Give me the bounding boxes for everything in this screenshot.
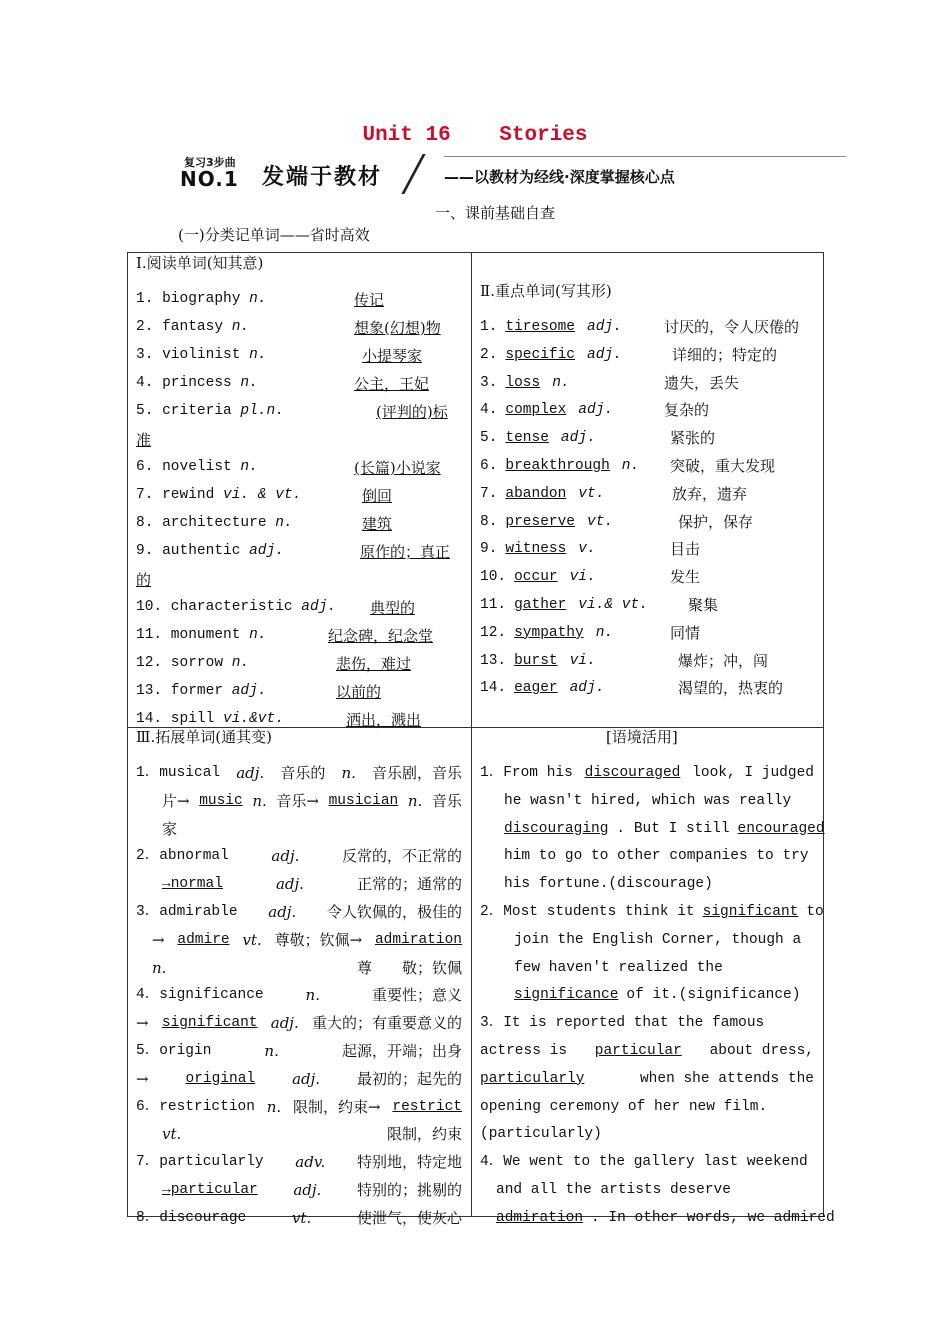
reading-answer: 建筑	[362, 515, 393, 533]
key-meaning: 保护，保存	[678, 512, 754, 531]
key-num: 7.	[480, 485, 498, 502]
key-meaning: 复杂的	[664, 401, 710, 420]
ext-5b-part: adj.	[292, 1069, 321, 1088]
ext-7b-part: adj.	[293, 1181, 322, 1199]
ctx-1c-part: encouraged	[737, 820, 825, 837]
key-meaning: 渴望的，热衷的	[678, 679, 784, 698]
ext-5-part: 5．origin	[136, 1043, 212, 1059]
ctx-2c	[514, 958, 814, 978]
key-pos: vt.	[587, 513, 614, 530]
reading-pos: n.	[231, 319, 250, 335]
ctx-1d	[504, 846, 814, 866]
reading-pos: n.	[231, 655, 250, 671]
ctx-2-part: 2．Most students think it	[480, 904, 695, 920]
ext-2b2-part: →normal	[162, 876, 223, 893]
ctx-3b-part: about dress,	[709, 1043, 814, 1059]
ext-1b-part: 音乐	[431, 791, 462, 810]
key-meaning: 爆炸；冲，闯	[678, 651, 769, 670]
reading-word: 4. princess	[136, 375, 232, 391]
key-meaning: 发生	[670, 568, 701, 587]
ext-3	[136, 902, 462, 922]
ext-4-part: n．	[305, 986, 331, 1005]
vocab-table	[127, 252, 835, 1227]
key-pos: adj.	[560, 430, 596, 447]
reading-pos: n.	[249, 347, 267, 363]
section-heading: 一、课前基础自查	[434, 204, 555, 222]
ext-1b-part: musician	[328, 792, 399, 809]
subsection-heading: (一)分类记单词——省时高效	[178, 226, 370, 244]
key-meaning: 放弃，遗弃	[672, 484, 748, 503]
key-num: 8.	[480, 513, 498, 530]
ext-3c-part: n.	[152, 958, 167, 977]
banner-main: 发端于教材	[262, 165, 383, 190]
key-pos: vi.	[569, 569, 596, 586]
reading-answer: 纪念碑，纪念堂	[328, 627, 434, 645]
ext-3c-part: 尊 敬；钦佩	[356, 958, 462, 977]
key-header: Ⅱ.重点单词(写其形)	[480, 282, 612, 300]
key-pos: v.	[578, 541, 596, 558]
key-word: occur	[514, 569, 558, 586]
key-word: complex	[505, 402, 567, 419]
ext-1b-part: 音乐→	[276, 791, 319, 810]
reading-answer: 典型的	[370, 599, 416, 617]
ctx-1c-part: discouraging	[504, 820, 609, 837]
key-num: 2.	[480, 346, 498, 363]
key-word: tense	[505, 430, 549, 447]
ext-8-part: vt.	[291, 1208, 312, 1227]
ext-8-part: 使泄气，使灰心	[356, 1208, 462, 1227]
key-pos: n.	[595, 624, 614, 641]
key-word: preserve	[505, 513, 576, 530]
ext-1b-part: music	[199, 792, 243, 809]
key-word: tiresome	[505, 319, 576, 335]
unit-topic: Stories	[499, 124, 588, 147]
ext-4	[136, 985, 462, 1005]
ctx-3c	[480, 1069, 814, 1089]
ctx-2d-part: significance	[514, 987, 619, 1004]
ext-3c	[152, 958, 462, 978]
ext-7	[136, 1152, 462, 1172]
reading-pos: n.	[275, 515, 293, 531]
key-meaning: 讨厌的，令人厌倦的	[664, 318, 800, 336]
ctx-1b	[504, 791, 814, 811]
ctx-3e-part: (particularly)	[480, 1126, 602, 1143]
reading-word: 7. rewind	[136, 487, 215, 503]
key-pos: adj.	[587, 319, 622, 335]
key-word: specific	[505, 346, 576, 363]
key-word: burst	[514, 652, 558, 669]
reading-answer: 洒出，溅出	[346, 711, 422, 729]
reading-pos: n.	[240, 375, 258, 391]
extend-header: Ⅲ.拓展单词(通其变)	[136, 728, 272, 746]
reading-word: 3. violinist	[136, 347, 241, 363]
key-num: 12.	[480, 624, 507, 641]
ctx-2d	[514, 985, 814, 1005]
key-pos: adj.	[578, 402, 614, 419]
ext-1-part: 音乐的	[280, 764, 326, 782]
ctx-3-part: 3．It is reported that the famous	[480, 1015, 765, 1032]
ext-3-part: adj.	[268, 903, 297, 921]
key-word: abandon	[505, 485, 567, 502]
ext-6-part: restrict	[392, 1098, 462, 1115]
reading-word: 10. characteristic	[136, 599, 293, 615]
key-pos: vi.	[569, 652, 596, 669]
ext-5b	[136, 1069, 462, 1089]
banner-no1: NO.1	[180, 167, 239, 191]
reading-word: 1. biography	[136, 291, 241, 307]
ext-1c	[162, 819, 462, 839]
key-num: 14.	[480, 680, 507, 697]
reading-answer: 以前的	[336, 683, 382, 701]
ext-3b-part: →	[152, 930, 165, 949]
reading-pos: n.	[249, 627, 267, 643]
ext-4b-part: significant	[161, 1015, 258, 1032]
key-meaning: 遗失，丢失	[664, 373, 740, 392]
ext-6	[136, 1097, 462, 1117]
reading-answer: 倒回	[362, 487, 393, 505]
ctx-1e-part: his fortune.(discourage)	[504, 876, 713, 893]
ctx-4b-part: and all the artists deserve	[496, 1182, 731, 1198]
ctx-1	[480, 763, 814, 783]
ext-3-part: 3．admirable	[136, 904, 238, 920]
ext-1-part: adj.	[236, 764, 265, 782]
ctx-3b-part: actress is	[480, 1043, 568, 1059]
ext-6-part: 6．restriction	[136, 1098, 255, 1115]
reading-answer: 悲伤，难过	[336, 655, 412, 673]
ext-1-part: 音乐剧，音乐	[371, 764, 462, 782]
ext-3-part: 令人钦佩的，极佳的	[326, 903, 462, 921]
ext-1b-part: 片→	[162, 791, 190, 810]
key-pos: adj.	[587, 346, 622, 363]
ctx-2d-part: of it.(significance)	[626, 987, 801, 1004]
ctx-4c-part: . In other words, we admired	[591, 1209, 835, 1226]
reading-header: Ⅰ.阅读单词(知其意)	[136, 254, 264, 272]
ctx-1e	[504, 874, 814, 894]
key-num: 4.	[480, 402, 498, 419]
reading-pos: vi. & vt.	[223, 487, 302, 503]
key-meaning: 目击	[670, 540, 701, 559]
ctx-2c-part: few haven't realized the	[514, 959, 723, 976]
key-word: eager	[514, 680, 558, 697]
reading-answer-wrap: 的	[136, 571, 152, 589]
ext-5-part: 起源，开端；出身	[341, 1042, 462, 1060]
ctx-2	[480, 902, 824, 922]
ctx-4	[480, 1152, 814, 1172]
ctx-2-part: to	[806, 904, 824, 920]
ext-7b	[162, 1180, 462, 1200]
reading-answer: 原作的；真正	[360, 543, 451, 561]
key-pos: vt.	[578, 485, 605, 502]
ext-2	[136, 846, 462, 866]
ctx-1-part: look, I judged	[692, 765, 814, 781]
reading-pos: pl.n.	[240, 403, 284, 419]
ctx-2-part: significant	[702, 904, 799, 920]
ext-3b-part: admire	[177, 931, 230, 948]
ext-1-part: n.	[341, 764, 356, 782]
page-title	[0, 124, 950, 147]
ext-4b-part: adj.	[270, 1014, 299, 1033]
ext-2-part: adj.	[271, 847, 300, 866]
reading-word: 2. fantasy	[136, 319, 224, 335]
ext-2-part: 反常的，不正常的	[341, 847, 462, 866]
ext-1b-part: n.	[407, 791, 423, 810]
ctx-3b-part: particular	[594, 1043, 682, 1059]
ctx-1d-part: him to go to other companies to try	[504, 848, 809, 865]
ext-1b-part: n.	[252, 791, 267, 810]
ctx-3	[480, 1013, 814, 1033]
ext-3b-part: vt.	[242, 930, 262, 949]
key-word: witness	[505, 541, 567, 558]
reading-word: 5. criteria	[136, 403, 232, 419]
banner-slash-divider	[401, 154, 425, 194]
key-num: 13.	[480, 652, 507, 669]
ext-6b-part: 限制，约束	[386, 1125, 462, 1144]
ext-4b-part: 重大的；有重要意义的	[311, 1014, 462, 1033]
ext-1-part: 1．musical	[136, 765, 221, 781]
ext-5b-part: 最初的；起先的	[356, 1069, 462, 1088]
reading-word: 11. monument	[136, 627, 241, 643]
context-header: [语境活用]	[606, 728, 678, 746]
ext-6b	[162, 1124, 462, 1144]
ctx-3d-part: opening ceremony of her new film.	[480, 1098, 768, 1115]
reading-pos: adj.	[231, 683, 267, 699]
key-num: 6.	[480, 458, 498, 474]
ext-4-part: 重要性；意义	[371, 986, 462, 1005]
reading-answer-wrap: 准	[136, 431, 152, 449]
ext-7-part: adv.	[295, 1153, 326, 1172]
section-banner	[178, 152, 848, 192]
ext-4b	[136, 1013, 462, 1033]
key-meaning: 详细的；特定的	[672, 345, 778, 364]
unit-label: Unit 16	[362, 124, 451, 147]
reading-word: 12. sorrow	[136, 655, 224, 671]
reading-word: 8. architecture	[136, 515, 267, 531]
ctx-3e	[480, 1124, 814, 1144]
ext-2b2-part: 正常的；通常的	[356, 875, 462, 894]
ext-2b2	[162, 874, 462, 894]
ext-3b-part: 尊敬；钦佩→	[274, 930, 363, 949]
key-num: 10.	[480, 569, 507, 586]
key-num: 1.	[480, 319, 498, 335]
ext-4b-part: →	[136, 1014, 149, 1033]
reading-pos: vi.&vt.	[223, 711, 284, 727]
reading-word: 13. former	[136, 683, 224, 699]
ext-5b-part: original	[185, 1070, 256, 1087]
banner-subtitle: ——以教材为经线·深度掌握核心点	[444, 168, 675, 186]
key-num: 3.	[480, 374, 498, 391]
ctx-3c-part: particularly	[480, 1070, 585, 1087]
key-num: 5.	[480, 430, 498, 447]
reading-word: 9. authentic	[136, 543, 241, 559]
key-meaning: 紧张的	[670, 429, 716, 448]
key-meaning: 聚集	[688, 596, 719, 614]
ext-8	[136, 1208, 462, 1228]
key-meaning: 同情	[670, 623, 701, 642]
ctx-1-part: discouraged	[584, 765, 681, 781]
ext-5-part: n．	[264, 1042, 290, 1060]
reading-answer: 公主，王妃	[354, 375, 430, 393]
reading-answer: (长篇)小说家	[354, 459, 441, 477]
key-num: 11.	[480, 597, 507, 613]
ext-6b-part: vt.	[162, 1125, 182, 1144]
key-word: gather	[514, 597, 567, 613]
ext-2-part: 2．abnormal	[136, 848, 229, 865]
ext-7b-part: 特别的；挑剔的	[356, 1181, 462, 1199]
ext-7-part: 7．particularly	[136, 1154, 264, 1171]
key-pos: adj.	[569, 680, 605, 697]
ctx-3d	[480, 1097, 814, 1117]
ctx-2b	[514, 930, 814, 950]
key-word: loss	[505, 374, 541, 391]
ctx-4c	[496, 1208, 835, 1228]
ctx-1-part: 1．From his	[480, 765, 573, 781]
ext-7b-part: →particular	[162, 1182, 258, 1198]
reading-answer: (评判的)标	[376, 403, 448, 421]
ext-5b-part: →	[136, 1069, 149, 1088]
ext-5	[136, 1041, 462, 1061]
ctx-4c-part: admiration	[496, 1209, 584, 1226]
ctx-4-part: 4．We went to the gallery last weekend	[480, 1154, 808, 1171]
ctx-4b	[496, 1180, 814, 1200]
ext-6-part: 限制，约束→	[292, 1097, 381, 1116]
reading-answer: 传记	[354, 291, 385, 309]
ext-1b	[162, 791, 462, 811]
banner-small: 复习3步曲	[184, 156, 236, 169]
key-meaning: 突破，重大发现	[670, 457, 776, 475]
key-word: breakthrough	[505, 458, 610, 474]
ctx-1c-part: . But I still	[616, 820, 730, 837]
banner-rule	[444, 156, 846, 157]
ctx-1c	[504, 819, 825, 839]
ext-1c-part: 家	[162, 819, 178, 838]
ext-8-part: 8．discourage	[136, 1209, 247, 1226]
reading-answer: 想象(幻想)物	[354, 319, 441, 337]
reading-pos: adj.	[249, 543, 284, 559]
reading-answer: 小提琴家	[362, 347, 423, 365]
ctx-3c-part: when she attends the	[639, 1070, 814, 1087]
reading-pos: n.	[249, 291, 267, 307]
ext-3b	[152, 930, 462, 950]
reading-pos: adj.	[301, 599, 337, 615]
ext-7-part: 特别地，特定地	[356, 1153, 462, 1172]
ctx-1b-part: he wasn't hired, which was really	[504, 792, 792, 809]
reading-word: 6. novelist	[136, 459, 232, 475]
ctx-3b	[480, 1041, 814, 1061]
key-pos: n.	[552, 374, 570, 391]
ext-1	[136, 763, 462, 783]
column-divider	[471, 253, 472, 1216]
ctx-2b-part: join the English Corner, though a	[514, 931, 802, 948]
reading-pos: n.	[240, 459, 258, 475]
key-pos: n.	[621, 458, 640, 474]
ext-4-part: 4．significance	[136, 987, 264, 1004]
ext-3b-part: admiration	[374, 931, 462, 948]
ext-2b2-part: adj.	[275, 875, 304, 894]
reading-word: 14. spill	[136, 711, 215, 727]
key-pos: vi.& vt.	[578, 597, 648, 613]
key-num: 9.	[480, 541, 498, 558]
key-word: sympathy	[514, 624, 584, 641]
ext-6-part: n.	[266, 1097, 282, 1116]
